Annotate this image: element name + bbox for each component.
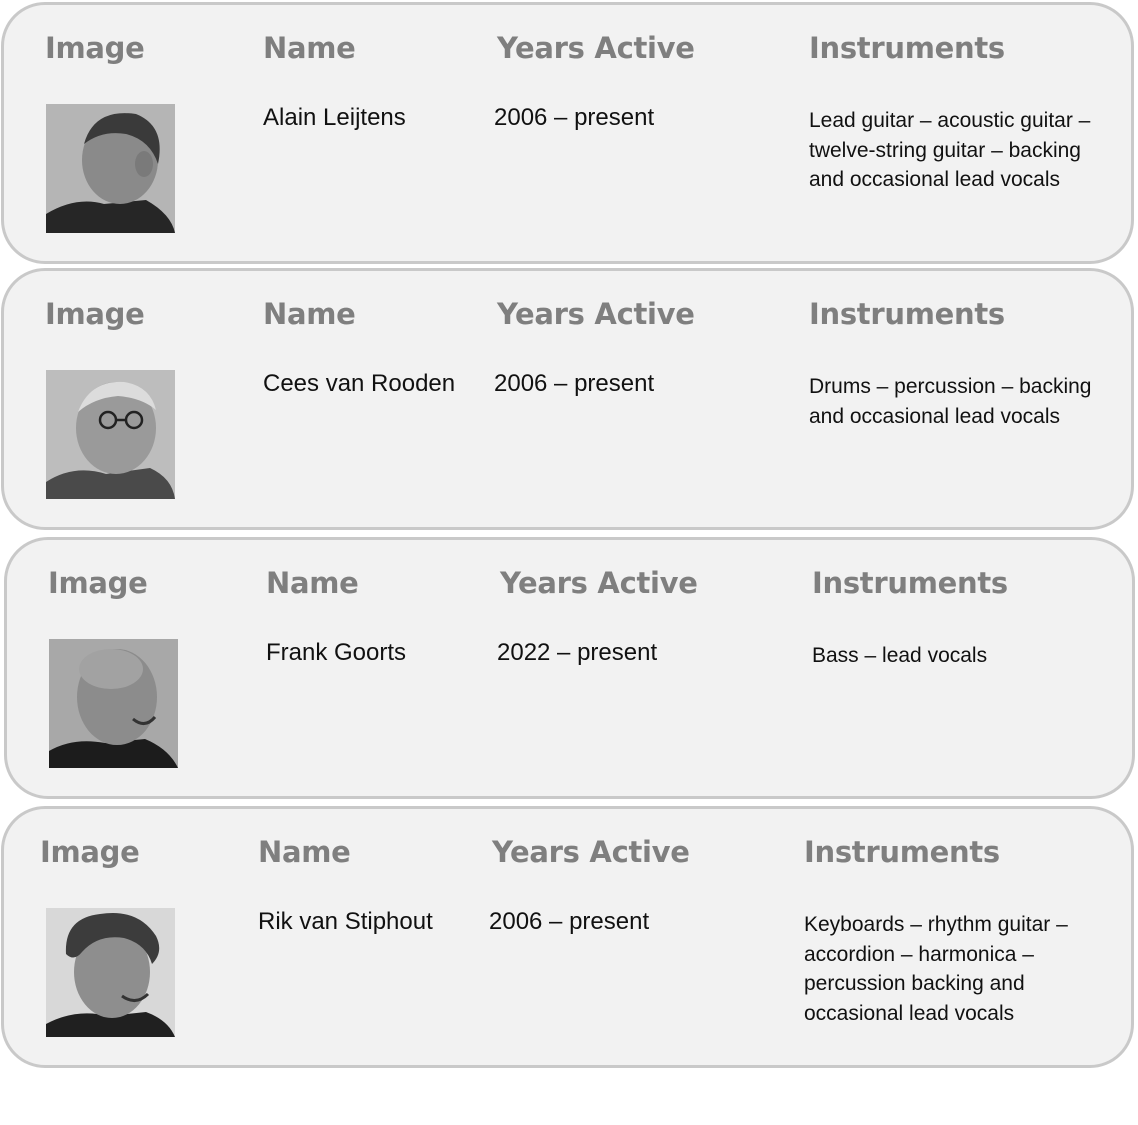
member-years-active: 2006 – present bbox=[489, 908, 650, 935]
member-years-active: 2022 – present bbox=[497, 639, 658, 666]
years-column-header: Years Active bbox=[492, 835, 690, 869]
name-column-header: Name bbox=[263, 31, 356, 65]
image-column-header: Image bbox=[40, 835, 140, 869]
member-card bbox=[1, 268, 1134, 530]
member-years-active: 2006 – present bbox=[494, 370, 655, 397]
member-name: Cees van Rooden bbox=[263, 370, 456, 397]
years-column-header: Years Active bbox=[497, 31, 695, 65]
member-instruments: Bass – lead vocals bbox=[812, 644, 988, 667]
image-column-header: Image bbox=[45, 31, 145, 65]
member-instruments: Lead guitar – acoustic guitar – twelve-string guitar – backing and occasional lead vocals bbox=[809, 109, 1091, 191]
name-column-header: Name bbox=[258, 835, 351, 869]
instruments-column-header: Instruments bbox=[809, 297, 1005, 331]
member-card bbox=[1, 806, 1134, 1068]
member-photo bbox=[49, 639, 178, 768]
member-years-active: 2006 – present bbox=[494, 104, 655, 131]
instruments-column-header: Instruments bbox=[812, 566, 1008, 600]
member-card bbox=[1, 2, 1134, 264]
image-column-header: Image bbox=[48, 566, 148, 600]
image-column-header: Image bbox=[45, 297, 145, 331]
name-column-header: Name bbox=[266, 566, 359, 600]
member-instruments: Keyboards – rhythm guitar – accordion – harmonica – percussion backing and occasional lead vocals bbox=[804, 913, 1068, 1025]
member-name: Frank Goorts bbox=[266, 639, 407, 666]
instruments-column-header: Instruments bbox=[804, 835, 1000, 869]
years-column-header: Years Active bbox=[497, 297, 695, 331]
member-name: Rik van Stiphout bbox=[258, 908, 433, 935]
member-photo bbox=[46, 104, 175, 233]
member-card bbox=[4, 537, 1135, 799]
member-photo bbox=[46, 908, 175, 1037]
years-column-header: Years Active bbox=[500, 566, 698, 600]
member-instruments: Drums – percussion – backing and occasional lead vocals bbox=[809, 375, 1092, 428]
member-photo bbox=[46, 370, 175, 499]
instruments-column-header: Instruments bbox=[809, 31, 1005, 65]
name-column-header: Name bbox=[263, 297, 356, 331]
member-name: Alain Leijtens bbox=[263, 104, 406, 131]
